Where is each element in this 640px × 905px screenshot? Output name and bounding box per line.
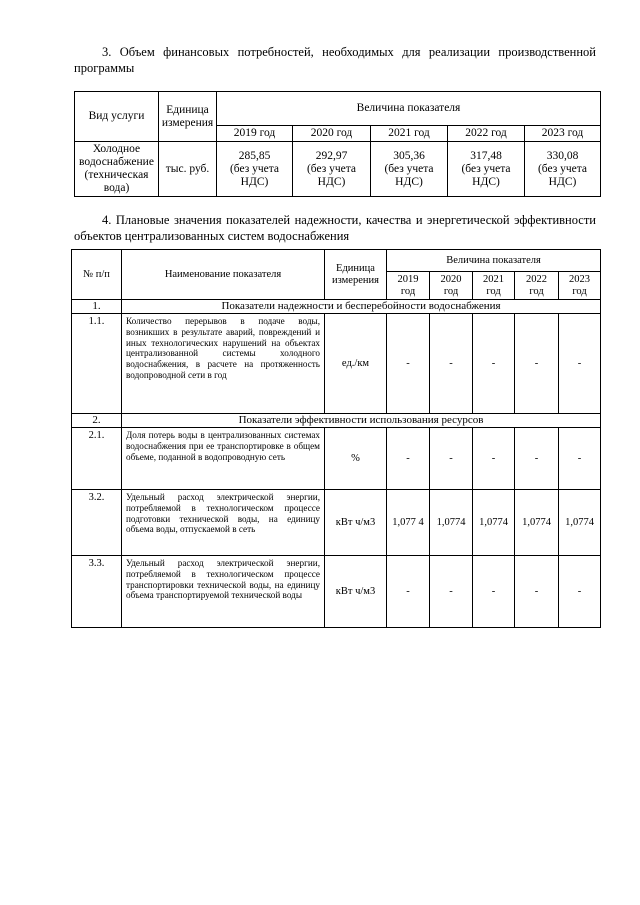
row-num: 1.1. <box>72 314 122 414</box>
header-value: Величина показателя <box>217 92 601 126</box>
year-number: 2019 <box>397 274 419 285</box>
section-row-num: 2. <box>72 414 122 428</box>
row-service: Холодное водоснабжение (техническая вода) <box>75 142 159 197</box>
value-note: НДС) <box>317 175 346 188</box>
year-header <box>387 272 430 300</box>
year-number: 2021 <box>483 274 504 285</box>
row-num: 3.3. <box>72 556 122 628</box>
year-header <box>473 272 515 300</box>
year-word: год <box>486 285 501 297</box>
year-header: 2019 год <box>217 126 293 142</box>
section-4-title: Плановые значения показателей надежности, качества и энергетической эффективности объектов централизованных систем водоснабжения <box>74 213 596 243</box>
year-header: 2020 год <box>293 126 371 142</box>
year-number: 2022 <box>526 274 547 285</box>
value-cell: 1,0774 <box>430 490 473 556</box>
header-name: Наименование показателя <box>122 250 325 300</box>
value-amount: 292,97 <box>315 149 348 162</box>
year-word: год <box>443 285 459 297</box>
value-amount: 330,08 <box>546 149 579 162</box>
value-cell <box>448 142 525 197</box>
header-unit: Единица измерения <box>159 92 217 142</box>
indicators-table <box>71 249 601 628</box>
value-note: (без учета <box>306 162 357 175</box>
value-cell: - <box>430 556 473 628</box>
value-cell: - <box>515 314 559 414</box>
value-cell: 1,0774 <box>473 490 515 556</box>
year-word: год <box>529 285 544 297</box>
row-num: 2.1. <box>72 428 122 490</box>
value-note: НДС) <box>395 175 423 188</box>
year-word: год <box>400 285 416 297</box>
row-name: Доля потерь воды в централизованных системах водоснабжения при ее транспортировке в общем объеме, поданной в водопроводную сеть <box>122 428 325 490</box>
row-unit: ед./км <box>325 314 387 414</box>
value-note: (без учета <box>461 162 511 175</box>
value-cell: - <box>515 556 559 628</box>
row-name: Удельный расход электрической энергии, потребляемой в технологическом процессе транспортировки технической воды, на единицу объема транспортируемой технической воды <box>122 556 325 628</box>
value-cell: 1,077 4 <box>387 490 430 556</box>
value-cell: - <box>473 556 515 628</box>
value-cell: - <box>473 428 515 490</box>
value-note: НДС) <box>472 175 500 188</box>
value-cell: - <box>430 314 473 414</box>
value-note: (без учета <box>537 162 588 175</box>
value-cell <box>293 142 371 197</box>
row-name: Удельный расход электрической энергии, потребляемой в технологическом процессе подготовки технической воды, на единицу объема воды, отпускаемой в сеть <box>122 490 325 556</box>
value-note: (без учета <box>229 162 280 175</box>
year-header <box>515 272 559 300</box>
year-number: 2020 <box>440 274 462 285</box>
value-cell: - <box>559 314 601 414</box>
section-3-heading <box>74 44 596 76</box>
year-header <box>559 272 601 300</box>
value-cell: - <box>387 314 430 414</box>
value-cell: - <box>473 314 515 414</box>
section-row-num: 1. <box>72 300 122 314</box>
year-header: 2023 год <box>525 126 601 142</box>
value-cell <box>371 142 448 197</box>
value-amount: 317,48 <box>470 149 502 162</box>
value-cell: - <box>559 428 601 490</box>
row-unit: кВт ч/м3 <box>325 490 387 556</box>
value-note: (без учета <box>384 162 434 175</box>
value-cell: - <box>559 556 601 628</box>
value-note: НДС) <box>240 175 269 188</box>
header-unit: Единица измерения <box>325 250 387 300</box>
year-word: год <box>572 285 587 297</box>
row-name: Количество перерывов в подаче воды, возникших в результате аварий, повреждений и иных технологических нарушений на объектах централизованной системы холодного водоснабжения, в расчете на протяженность водопроводной сети в год <box>122 314 325 414</box>
value-amount: 305,36 <box>393 149 425 162</box>
row-num: 3.2. <box>72 490 122 556</box>
value-cell: - <box>387 428 430 490</box>
section-row-title: Показатели эффективности использования ресурсов <box>122 414 601 428</box>
financial-needs-table <box>74 91 601 197</box>
value-note: НДС) <box>548 175 577 188</box>
value-cell: - <box>387 556 430 628</box>
value-amount: 285,85 <box>238 149 271 162</box>
row-unit: кВт ч/м3 <box>325 556 387 628</box>
header-num: № п/п <box>72 250 122 300</box>
section-3-number: 3. <box>102 45 112 59</box>
header-service: Вид услуги <box>75 92 159 142</box>
value-cell <box>217 142 293 197</box>
header-value: Величина показателя <box>387 250 601 272</box>
section-row-title: Показатели надежности и бесперебойности водоснабжения <box>122 300 601 314</box>
section-3-title: Объем финансовых потребностей, необходимых для реализации производственной программы <box>74 45 596 75</box>
value-cell: 1,0774 <box>559 490 601 556</box>
value-cell: - <box>515 428 559 490</box>
row-unit: % <box>325 428 387 490</box>
year-header: 2022 год <box>448 126 525 142</box>
year-header: 2021 год <box>371 126 448 142</box>
row-unit: тыс. руб. <box>159 142 217 197</box>
section-4-number: 4. <box>102 213 112 227</box>
year-number: 2023 <box>569 274 591 285</box>
section-4-heading <box>74 212 596 244</box>
value-cell: - <box>430 428 473 490</box>
value-cell <box>525 142 601 197</box>
value-cell: 1,0774 <box>515 490 559 556</box>
year-header <box>430 272 473 300</box>
